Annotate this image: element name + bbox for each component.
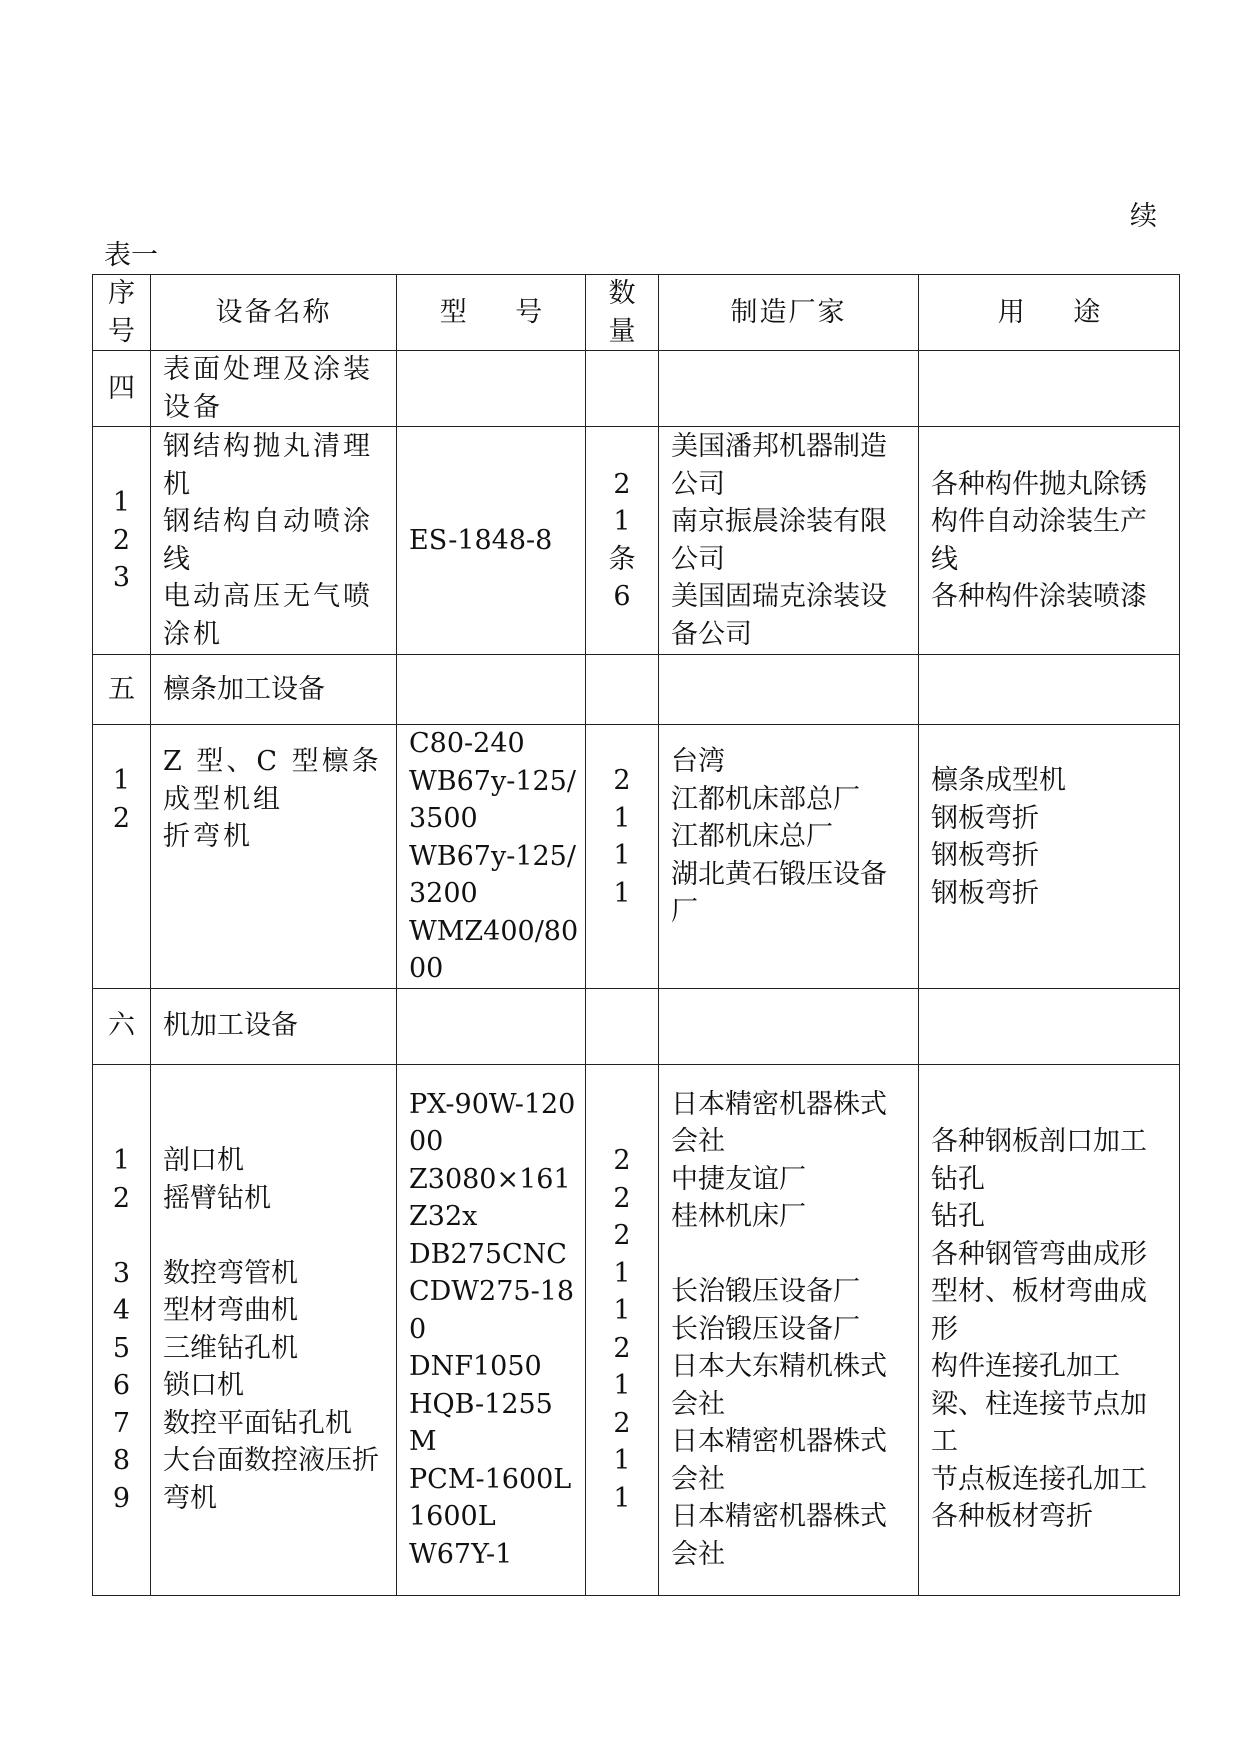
seq-value: 2 [112, 1182, 131, 1214]
maker-value: 美国固瑞克涂装设备公司 [671, 581, 887, 650]
empty-cell [586, 988, 659, 1064]
equipment-name: 电动高压无气喷涂机 [163, 581, 373, 650]
use-value: 梁、柱连接节点加工 [931, 1388, 1147, 1458]
model-value: Z32x [409, 1201, 478, 1233]
qty-cell [586, 1064, 659, 1595]
use-value: 各种板材弯折 [931, 1501, 1093, 1533]
qty-value: 条 [608, 543, 636, 575]
qty-value: 1 [613, 506, 631, 537]
empty-cell [586, 655, 659, 725]
maker-value: 江都机床部总厂 [671, 783, 860, 815]
maker-cell [659, 427, 919, 655]
data-row-surface-treatment [93, 427, 1180, 655]
name-blank-line [163, 1217, 390, 1255]
seq-value: 7 [112, 1407, 131, 1439]
qty-value: 1 [613, 1482, 631, 1514]
seq-value: 1 [112, 1145, 131, 1176]
data-row-machining [93, 1064, 1180, 1595]
model-value: WB67y-125/3500 [409, 765, 576, 834]
equipment-name: 三维钻孔机 [163, 1332, 298, 1364]
seq-value: 4 [112, 1295, 131, 1326]
use-value: 各种构件涂装喷漆 [931, 581, 1147, 612]
qty-value: 2 [613, 1332, 631, 1364]
use-value: 型材、板材弯曲成形 [931, 1276, 1147, 1345]
model-cell [397, 1064, 586, 1595]
seq-value: 3 [112, 562, 131, 594]
section-number: 六 [93, 988, 151, 1064]
equipment-name: 大台面数控液压折弯机 [163, 1445, 379, 1514]
qty-value: 1 [613, 1370, 631, 1401]
maker-cell [659, 725, 919, 989]
use-value: 各种构件抛丸除锈 [931, 468, 1147, 500]
equipment-name: 折弯机 [163, 821, 253, 852]
qty-value: 1 [613, 802, 631, 834]
use-cell [919, 725, 1180, 989]
seq-value: 8 [112, 1445, 131, 1476]
seq-value: 2 [112, 802, 131, 834]
section-title: 机加工设备 [151, 988, 397, 1064]
seq-cell [93, 427, 151, 655]
qty-value: 2 [613, 468, 631, 500]
model-value: HQB-1255M [409, 1388, 553, 1458]
seq-value: 9 [112, 1482, 131, 1514]
model-cell [397, 725, 586, 989]
use-value: 钢板弯折 [931, 840, 1039, 871]
model-value: WMZ400/8000 [409, 915, 579, 984]
header-model: 型 号 [397, 275, 586, 351]
use-value: 钻孔 [931, 1163, 985, 1195]
equipment-name: 剖口机 [163, 1145, 244, 1176]
maker-value: 日本精密机器株式会社 [671, 1426, 887, 1495]
qty-value: 2 [613, 1145, 631, 1176]
use-cell [919, 427, 1180, 655]
empty-cell [397, 351, 586, 427]
maker-value: 长治锻压设备厂 [671, 1313, 860, 1345]
qty-value: 2 [613, 765, 631, 796]
qty-value: 1 [613, 1257, 631, 1289]
maker-blank-line [671, 1236, 912, 1274]
maker-value: 中捷友谊厂 [671, 1163, 806, 1195]
model-value: DB275CNC [409, 1238, 567, 1270]
header-seq-line: 序 [108, 278, 135, 309]
seq-value: 3 [112, 1257, 131, 1289]
model-value: 1600L [409, 1501, 496, 1533]
name-cell [151, 427, 397, 655]
seq-value: 1 [112, 487, 131, 519]
qty-value: 2 [613, 1182, 631, 1214]
use-cell [919, 1064, 1180, 1595]
equipment-name: 摇臂钻机 [163, 1182, 271, 1214]
header-qty-line: 量 [608, 315, 636, 347]
qty-value: 1 [613, 1295, 631, 1326]
use-value: 各种钢管弯曲成形 [931, 1238, 1147, 1270]
maker-value: 日本大东精机株式会社 [671, 1351, 887, 1420]
qty-value: 1 [613, 840, 631, 871]
empty-cell [586, 351, 659, 427]
seq-cell [93, 725, 151, 989]
maker-value: 日本精密机器株式会社 [671, 1501, 887, 1570]
use-value: 构件自动涂装生产线 [931, 506, 1147, 575]
model-value: C80-240 [409, 728, 525, 759]
maker-value: 桂林机床厂 [671, 1201, 806, 1233]
model-cell [397, 427, 586, 655]
seq-value: 5 [112, 1332, 131, 1364]
empty-cell [659, 351, 919, 427]
equipment-table [92, 274, 1180, 1596]
empty-cell [397, 988, 586, 1064]
qty-value: 6 [613, 581, 631, 612]
model-value: Z3080×161 [409, 1163, 571, 1195]
seq-cell [93, 1064, 151, 1595]
model-value: PX-90W-12000 [409, 1088, 576, 1158]
table-header-row [93, 275, 1180, 351]
seq-blank-line [93, 1217, 150, 1255]
equipment-name: 锁口机 [163, 1370, 244, 1401]
section-row-machining [93, 988, 1180, 1064]
qty-value: 2 [613, 1407, 631, 1439]
empty-cell [919, 988, 1180, 1064]
empty-cell [659, 655, 919, 725]
section-title: 檩条加工设备 [151, 655, 397, 725]
use-value: 构件连接孔加工 [931, 1351, 1120, 1383]
header-use: 用 途 [919, 275, 1180, 351]
empty-cell [919, 351, 1180, 427]
name-cell [151, 725, 397, 989]
model-value: CDW275-180 [409, 1276, 575, 1345]
qty-value: 2 [613, 1220, 631, 1251]
model-value: PCM-1600L [409, 1463, 572, 1495]
maker-value: 台湾 [671, 746, 725, 777]
data-row-purlin [93, 725, 1180, 989]
use-value: 钢板弯折 [931, 802, 1039, 834]
maker-value: 南京振晨涂装有限公司 [671, 506, 887, 575]
header-qty [586, 275, 659, 351]
continuation-label-part1: 续 [1130, 201, 1157, 232]
equipment-name: 钢结构抛丸清理机 [163, 431, 373, 500]
equipment-name: Z 型、C 型檩条成型机组 [163, 746, 382, 815]
section-number: 四 [93, 351, 151, 427]
maker-value: 湖北黄石锻压设备厂 [671, 858, 887, 927]
header-name: 设备名称 [151, 275, 397, 351]
equipment-name: 数控平面钻孔机 [163, 1407, 352, 1439]
seq-value: 1 [112, 765, 131, 796]
model-value: WB67y-125/3200 [409, 840, 576, 909]
empty-cell [659, 988, 919, 1064]
use-value: 各种钢板剖口加工 [931, 1126, 1147, 1158]
maker-value: 江都机床总厂 [671, 821, 833, 852]
continuation-label-part2: 表一 [104, 240, 158, 271]
equipment-name: 型材弯曲机 [163, 1295, 298, 1326]
name-cell [151, 1064, 397, 1595]
seq-value: 2 [112, 524, 131, 556]
use-value: 钢板弯折 [931, 877, 1039, 909]
maker-value: 美国潘邦机器制造公司 [671, 431, 887, 500]
model-value: DNF1050 [409, 1351, 542, 1383]
section-number: 五 [93, 655, 151, 725]
maker-value: 日本精密机器株式会社 [671, 1088, 887, 1158]
equipment-name: 钢结构自动喷涂线 [163, 506, 373, 575]
qty-value: 1 [613, 877, 631, 909]
maker-value: 长治锻压设备厂 [671, 1276, 860, 1308]
empty-cell [397, 655, 586, 725]
qty-cell [586, 725, 659, 989]
equipment-name: 数控弯管机 [163, 1257, 298, 1289]
header-maker: 制造厂家 [659, 275, 919, 351]
header-qty-line: 数 [608, 278, 636, 309]
empty-cell [919, 655, 1180, 725]
section-row-purlin [93, 655, 1180, 725]
qty-cell [586, 427, 659, 655]
header-seq [93, 275, 151, 351]
qty-value: 1 [613, 1445, 631, 1476]
use-value: 钻孔 [931, 1201, 985, 1233]
header-seq-line: 号 [108, 315, 135, 347]
seq-value: 6 [112, 1370, 131, 1401]
use-value: 节点板连接孔加工 [931, 1463, 1147, 1495]
section-row-surface-treatment [93, 351, 1180, 427]
model-value: W67Y-1 [409, 1538, 513, 1570]
section-title: 表面处理及涂装设备 [151, 351, 397, 427]
model-value: ES-1848-8 [409, 524, 553, 556]
maker-cell [659, 1064, 919, 1595]
use-value: 檩条成型机 [931, 765, 1066, 796]
